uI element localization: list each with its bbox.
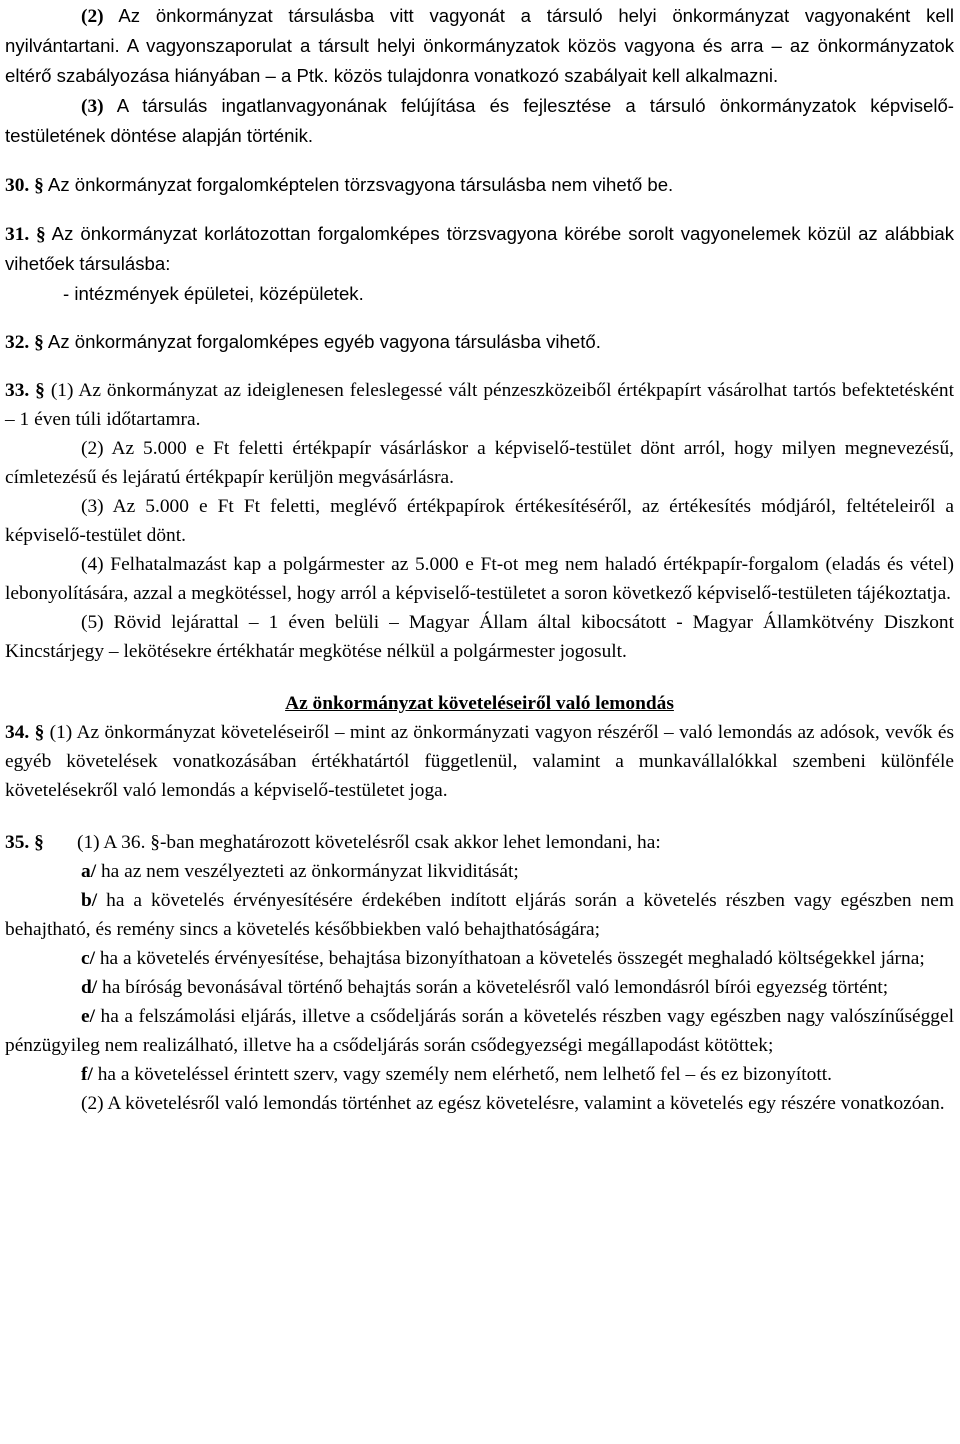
paragraph-number: (3)	[81, 96, 104, 117]
subsection-number: (4)	[81, 554, 104, 575]
subsection-number: (1)	[50, 380, 74, 401]
section-35-2	[5, 1089, 954, 1118]
item-text: ha a felszámolási eljárás, illetve a csődeljárás során a követelés részben vagy egészben nagy valószínűséggel pénzügyileg nem realizálható, illetve ha a csődeljárás során csődegyezségi megállapodást kötöttek;	[5, 1006, 954, 1056]
section-text: A követelésről való lemondás történhet az egész követelésre, valamint a követelés egy részére vonatkozóan.	[103, 1093, 945, 1114]
list-item-a	[5, 857, 954, 886]
section-31-list-item: - intézmények épületei, középületek.	[63, 283, 364, 304]
item-mark: a/	[81, 861, 97, 882]
item-mark: c/	[81, 948, 95, 969]
list-item-e	[5, 1002, 954, 1060]
section-number: 31. §	[5, 224, 46, 245]
list-item-c	[5, 944, 954, 973]
item-text: ha bíróság bevonásával történő behajtás során a követelésről való lemondásról bírói egyezség történt;	[97, 977, 889, 998]
section-text: Az önkormányzat korlátozottan forgalomképes törzsvagyona körébe sorolt vagyonelemek közül az alábbiak vihetőek társulásba:	[5, 223, 954, 274]
section-heading: Az önkormányzat követeléseiről való lemondás	[285, 693, 674, 714]
section-text: Felhatalmazást kap a polgármester az 5.000 e Ft-ot meg nem haladó értékpapír-forgalom (eladás és vétel) lebonyolítására, azzal a megkötéssel, hogy arról a képviselő-testületet a soron következő képviselő-testületen tájékoztatja.	[5, 554, 954, 604]
section-33-1	[5, 376, 954, 434]
list-item-b	[5, 886, 954, 944]
section-33-2	[5, 434, 954, 492]
item-mark: d/	[81, 977, 98, 998]
list-item-f	[5, 1060, 954, 1089]
section-number: 33. §	[5, 380, 45, 401]
section-text: Az 5.000 e Ft feletti értékpapír vásárláskor a képviselő-testület dönt arról, hogy milyen megnevezésű, címletezésű és lejáratú értékpapír kerüljön megvásárlásra.	[5, 438, 954, 488]
section-34	[5, 718, 954, 805]
section-number: 34. §	[5, 722, 45, 743]
section-30	[5, 170, 954, 200]
section-number: 32. §	[5, 332, 44, 353]
item-text: ha a követeléssel érintett szerv, vagy személy nem elérhető, nem lelhető fel – és ez bizonyított.	[92, 1064, 832, 1085]
section-33-3	[5, 492, 954, 550]
item-text: ha a követelés érvényesítése, behajtása bizonyíthatoan a követelés összegét meghaladó költségekkel járna;	[95, 948, 925, 969]
list-item-d	[5, 973, 954, 1002]
item-mark: b/	[81, 890, 98, 911]
section-35-1	[5, 828, 954, 857]
item-mark: e/	[81, 1006, 95, 1027]
section-31	[5, 219, 954, 279]
section-text: Az önkormányzat az ideiglenesen feleslegessé vált pénzeszközeiből értékpapírt vásárolhat tartós befektetésként – 1 éven túli időtartamra.	[5, 380, 954, 430]
item-text: ha az nem veszélyezteti az önkormányzat likviditását;	[96, 861, 519, 882]
paragraph-text: Az önkormányzat társulásba vitt vagyonát a társuló helyi önkormányzat vagyonaként kell nyilvántartani. A vagyonszaporulat a társult helyi önkormányzatok közös vagyona és arra – az önkormányzatok eltérő szabályozása hiányában – a Ptk. közös tulajdonra vonatkozó szabályait kell alkalmazni.	[5, 5, 954, 86]
paragraph-text: A társulás ingatlanvagyonának felújítása és fejlesztése a társuló önkormányzatok képviselő-testületének döntése alapján történik.	[5, 95, 954, 146]
subsection-number: (5)	[81, 612, 104, 633]
subsection-number: (1)	[49, 722, 73, 743]
paragraph-number: (2)	[81, 6, 104, 27]
section-text: Az 5.000 e Ft Ft feletti, meglévő értékpapírok értékesítéséről, az értékesítés módjáról, feltételeiről a képviselő-testület dönt.	[5, 496, 954, 546]
section-text: Az önkormányzat forgalomképes egyéb vagyona társulásba vihető.	[43, 331, 601, 352]
section-text: Az önkormányzat forgalomképtelen törzsvagyona társulásba nem vihető be.	[43, 174, 674, 195]
paragraph-29-2	[5, 1, 954, 91]
section-number: 30. §	[5, 175, 44, 196]
section-33-4	[5, 550, 954, 608]
item-mark: f/	[81, 1064, 93, 1085]
subsection-number: (2)	[81, 438, 104, 459]
section-text: Rövid lejárattal – 1 éven belüli – Magyar Állam által kibocsátott - Magyar Államkötvény Diszkont Kincstárjegy – lekötésekre értékhatár megkötése nélkül a polgármester jogosult.	[5, 612, 954, 662]
section-number: 35. §	[5, 832, 44, 853]
item-text: ha a követelés érvényesítésére érdekében indított eljárás során a követelés részben vagy egészben nem behajtható, és remény sincs a követelés későbbiekben való behajthatóságára;	[5, 890, 954, 940]
section-33-5	[5, 608, 954, 666]
paragraph-29-3	[5, 91, 954, 151]
section-text: A 36. §-ban meghatározott követelésről csak akkor lehet lemondani, ha:	[99, 832, 661, 853]
section-32	[5, 327, 954, 357]
subsection-number: (3)	[81, 496, 104, 517]
subsection-number: (2)	[81, 1093, 104, 1114]
section-text: Az önkormányzat követeléseiről – mint az önkormányzati vagyon részéről – való lemondás az adósok, vevők és egyéb követelések vonatkozásában értékhatártól függetlenül, valamint a munkavállalókkal szembeni különféle követelésekről való lemondás a képviselő-testületet joga.	[5, 722, 954, 801]
subsection-number: (1)	[77, 832, 100, 853]
